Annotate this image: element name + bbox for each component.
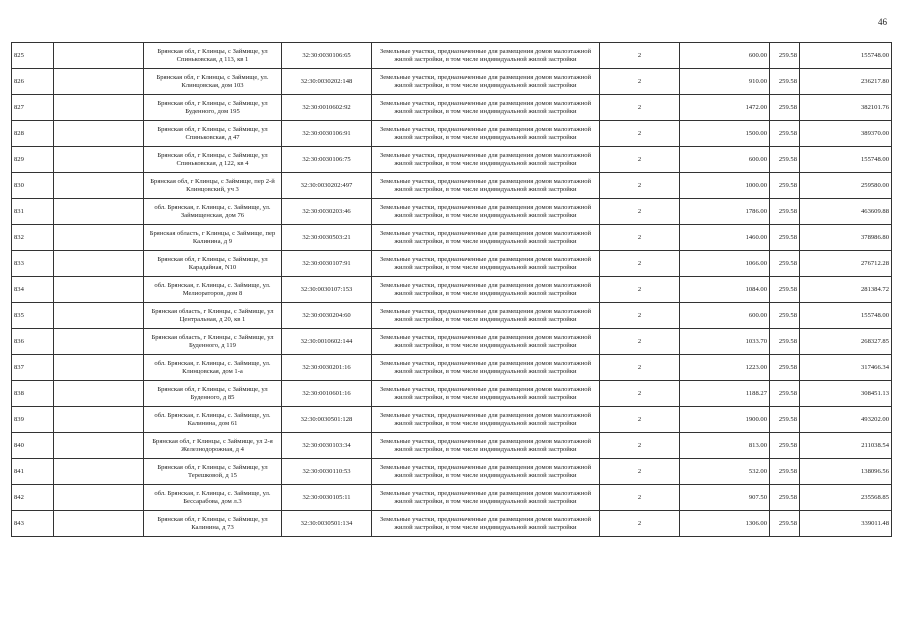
category-cell: 2 xyxy=(600,69,680,95)
cadastral-number-cell: 32:30:0030203:46 xyxy=(282,199,372,225)
area-cell: 1066.00 xyxy=(680,251,770,277)
column-gap xyxy=(54,511,144,537)
category-cell: 2 xyxy=(600,43,680,69)
table-row xyxy=(12,459,892,485)
category-cell: 2 xyxy=(600,147,680,173)
address-cell: Брянская область, г Клинцы, с Займище, ул Буденного, д 119 xyxy=(144,329,282,355)
address-cell: Брянская область, г Клинцы, с Займище, ул Центральная, д 20, кв 1 xyxy=(144,303,282,329)
area-cell: 600.00 xyxy=(680,43,770,69)
area-cell: 600.00 xyxy=(680,303,770,329)
column-gap xyxy=(54,121,144,147)
cadastral-number-cell: 32:30:0010601:16 xyxy=(282,381,372,407)
column-gap xyxy=(54,69,144,95)
table-row xyxy=(12,225,892,251)
rate-cell: 259.58 xyxy=(770,355,800,381)
land-use-cell: Земельные участки, предназначенные для размещения домов малоэтажной жилой застройки, в том числе индивидуальной жилой застройки xyxy=(372,485,600,511)
category-cell: 2 xyxy=(600,459,680,485)
table-row xyxy=(12,43,892,69)
rate-cell: 259.58 xyxy=(770,329,800,355)
rate-cell: 259.58 xyxy=(770,277,800,303)
cadastral-number-cell: 32:30:0030503:21 xyxy=(282,225,372,251)
category-cell: 2 xyxy=(600,407,680,433)
rate-cell: 259.58 xyxy=(770,69,800,95)
address-cell: Брянская обл, г Клинцы, с Займище, ул Буденного, дом 195 xyxy=(144,95,282,121)
rate-cell: 259.58 xyxy=(770,459,800,485)
address-cell: Брянская обл, г Клинцы, с Займище, ул Карадайная, N10 xyxy=(144,251,282,277)
address-cell: обл. Брянская, г. Клинцы, с. Займище, ул. Калинина, дом 61 xyxy=(144,407,282,433)
land-use-cell: Земельные участки, предназначенные для размещения домов малоэтажной жилой застройки, в том числе индивидуальной жилой застройки xyxy=(372,43,600,69)
area-cell: 1306.00 xyxy=(680,511,770,537)
land-use-cell: Земельные участки, предназначенные для размещения домов малоэтажной жилой застройки, в том числе индивидуальной жилой застройки xyxy=(372,303,600,329)
category-cell: 2 xyxy=(600,329,680,355)
area-cell: 910.00 xyxy=(680,69,770,95)
table-row xyxy=(12,407,892,433)
cadastral-value-cell: 155748.00 xyxy=(800,43,892,69)
row-number: 832 xyxy=(12,225,54,251)
cadastral-value-cell: 155748.00 xyxy=(800,303,892,329)
cadastral-value-cell: 493202.00 xyxy=(800,407,892,433)
rate-cell: 259.58 xyxy=(770,147,800,173)
category-cell: 2 xyxy=(600,95,680,121)
cadastral-number-cell: 32:30:0030106:91 xyxy=(282,121,372,147)
category-cell: 2 xyxy=(600,277,680,303)
table-row xyxy=(12,485,892,511)
cadastral-value-cell: 276712.28 xyxy=(800,251,892,277)
row-number: 825 xyxy=(12,43,54,69)
table-row xyxy=(12,95,892,121)
column-gap xyxy=(54,433,144,459)
cadastral-value-cell: 211038.54 xyxy=(800,433,892,459)
area-cell: 1472.00 xyxy=(680,95,770,121)
row-number: 834 xyxy=(12,277,54,303)
rate-cell: 259.58 xyxy=(770,485,800,511)
land-use-cell: Земельные участки, предназначенные для размещения домов малоэтажной жилой застройки, в том числе индивидуальной жилой застройки xyxy=(372,69,600,95)
rate-cell: 259.58 xyxy=(770,43,800,69)
rate-cell: 259.58 xyxy=(770,381,800,407)
cadastral-value-cell: 308451.13 xyxy=(800,381,892,407)
table-body xyxy=(12,43,892,537)
column-gap xyxy=(54,277,144,303)
rate-cell: 259.58 xyxy=(770,199,800,225)
table-row xyxy=(12,147,892,173)
address-cell: Брянская обл, г Клинцы, с Займище, пер 2-й Клинцовский, уч 3 xyxy=(144,173,282,199)
area-cell: 813.00 xyxy=(680,433,770,459)
land-use-cell: Земельные участки, предназначенные для размещения домов малоэтажной жилой застройки, в том числе индивидуальной жилой застройки xyxy=(372,95,600,121)
area-cell: 1500.00 xyxy=(680,121,770,147)
row-number: 841 xyxy=(12,459,54,485)
land-use-cell: Земельные участки, предназначенные для размещения домов малоэтажной жилой застройки, в том числе индивидуальной жилой застройки xyxy=(372,173,600,199)
cadastral-number-cell: 32:30:0030107:153 xyxy=(282,277,372,303)
column-gap xyxy=(54,485,144,511)
cadastral-number-cell: 32:30:0030501:128 xyxy=(282,407,372,433)
area-cell: 1033.70 xyxy=(680,329,770,355)
table-row xyxy=(12,303,892,329)
address-cell: Брянская обл, г Клинцы, с Займище, ул Спиньковская, д 113, кв 1 xyxy=(144,43,282,69)
column-gap xyxy=(54,251,144,277)
table-row xyxy=(12,173,892,199)
area-cell: 1900.00 xyxy=(680,407,770,433)
rate-cell: 259.58 xyxy=(770,303,800,329)
row-number: 843 xyxy=(12,511,54,537)
land-use-cell: Земельные участки, предназначенные для размещения домов малоэтажной жилой застройки, в том числе индивидуальной жилой застройки xyxy=(372,459,600,485)
address-cell: Брянская обл, г Клинцы, с Займище, ул Буденного, д 85 xyxy=(144,381,282,407)
cadastral-number-cell: 32:30:0030201:16 xyxy=(282,355,372,381)
column-gap xyxy=(54,381,144,407)
row-number: 826 xyxy=(12,69,54,95)
rate-cell: 259.58 xyxy=(770,173,800,199)
address-cell: Брянская обл, г Клинцы, с Займище, ул 2-я Железнодорожная, д 4 xyxy=(144,433,282,459)
cadastral-number-cell: 32:30:0030107:91 xyxy=(282,251,372,277)
category-cell: 2 xyxy=(600,485,680,511)
column-gap xyxy=(54,173,144,199)
rate-cell: 259.58 xyxy=(770,95,800,121)
row-number: 839 xyxy=(12,407,54,433)
category-cell: 2 xyxy=(600,355,680,381)
land-use-cell: Земельные участки, предназначенные для размещения домов малоэтажной жилой застройки, в том числе индивидуальной жилой застройки xyxy=(372,329,600,355)
category-cell: 2 xyxy=(600,121,680,147)
table-row xyxy=(12,381,892,407)
column-gap xyxy=(54,407,144,433)
area-cell: 1223.00 xyxy=(680,355,770,381)
cadastral-value-cell: 382101.76 xyxy=(800,95,892,121)
column-gap xyxy=(54,43,144,69)
address-cell: Брянская обл, г Клинцы, с Займище, ул Терешковой, д 15 xyxy=(144,459,282,485)
cadastral-number-cell: 32:30:0030103:34 xyxy=(282,433,372,459)
category-cell: 2 xyxy=(600,251,680,277)
land-use-cell: Земельные участки, предназначенные для размещения домов малоэтажной жилой застройки, в том числе индивидуальной жилой застройки xyxy=(372,355,600,381)
address-cell: Брянская обл, г Клинцы, с Займище, ул Спиньковская, д 122, кв 4 xyxy=(144,147,282,173)
address-cell: обл. Брянская, г. Клинцы, с. Займище, ул. Займищенская, дом 76 xyxy=(144,199,282,225)
cadastral-number-cell: 32:30:0030110:53 xyxy=(282,459,372,485)
row-number: 833 xyxy=(12,251,54,277)
table-row xyxy=(12,511,892,537)
cadastral-number-cell: 32:30:0010602:92 xyxy=(282,95,372,121)
cadastral-value-cell: 378986.80 xyxy=(800,225,892,251)
table-row xyxy=(12,433,892,459)
cadastral-value-cell: 259580.00 xyxy=(800,173,892,199)
land-use-cell: Земельные участки, предназначенные для размещения домов малоэтажной жилой застройки, в том числе индивидуальной жилой застройки xyxy=(372,199,600,225)
table-row xyxy=(12,121,892,147)
rate-cell: 259.58 xyxy=(770,407,800,433)
row-number: 840 xyxy=(12,433,54,459)
cadastral-value-cell: 155748.00 xyxy=(800,147,892,173)
table-row xyxy=(12,199,892,225)
row-number: 830 xyxy=(12,173,54,199)
area-cell: 532.00 xyxy=(680,459,770,485)
area-cell: 1786.00 xyxy=(680,199,770,225)
area-cell: 907.50 xyxy=(680,485,770,511)
category-cell: 2 xyxy=(600,511,680,537)
area-cell: 1460.00 xyxy=(680,225,770,251)
table-row xyxy=(12,355,892,381)
row-number: 831 xyxy=(12,199,54,225)
table-row xyxy=(12,251,892,277)
rate-cell: 259.58 xyxy=(770,433,800,459)
cadastral-number-cell: 32:30:0030204:60 xyxy=(282,303,372,329)
area-cell: 1188.27 xyxy=(680,381,770,407)
address-cell: обл. Брянская, г. Клинцы, с. Займище, ул. Бессарабова, дом л.3 xyxy=(144,485,282,511)
category-cell: 2 xyxy=(600,381,680,407)
land-use-cell: Земельные участки, предназначенные для размещения домов малоэтажной жилой застройки, в том числе индивидуальной жилой застройки xyxy=(372,121,600,147)
category-cell: 2 xyxy=(600,303,680,329)
cadastral-value-cell: 268327.85 xyxy=(800,329,892,355)
table-row xyxy=(12,277,892,303)
category-cell: 2 xyxy=(600,433,680,459)
cadastral-value-cell: 138096.56 xyxy=(800,459,892,485)
category-cell: 2 xyxy=(600,225,680,251)
row-number: 837 xyxy=(12,355,54,381)
cadastral-value-cell: 339011.48 xyxy=(800,511,892,537)
land-use-cell: Земельные участки, предназначенные для размещения домов малоэтажной жилой застройки, в том числе индивидуальной жилой застройки xyxy=(372,407,600,433)
cadastral-value-cell: 463609.88 xyxy=(800,199,892,225)
column-gap xyxy=(54,147,144,173)
address-cell: Брянская обл, г Клинцы, с Займище, ул. Клинцовская, дом 103 xyxy=(144,69,282,95)
cadastral-value-cell: 317466.34 xyxy=(800,355,892,381)
rate-cell: 259.58 xyxy=(770,121,800,147)
cadastral-number-cell: 32:30:0030106:65 xyxy=(282,43,372,69)
row-number: 838 xyxy=(12,381,54,407)
land-use-cell: Земельные участки, предназначенные для размещения домов малоэтажной жилой застройки, в том числе индивидуальной жилой застройки xyxy=(372,277,600,303)
cadastral-number-cell: 32:30:0030202:497 xyxy=(282,173,372,199)
cadastral-number-cell: 32:30:0030501:134 xyxy=(282,511,372,537)
land-use-cell: Земельные участки, предназначенные для размещения домов малоэтажной жилой застройки, в том числе индивидуальной жилой застройки xyxy=(372,381,600,407)
land-use-cell: Земельные участки, предназначенные для размещения домов малоэтажной жилой застройки, в том числе индивидуальной жилой застройки xyxy=(372,511,600,537)
cadastral-number-cell: 32:30:0030105:11 xyxy=(282,485,372,511)
cadastral-number-cell: 32:30:0030202:148 xyxy=(282,69,372,95)
column-gap xyxy=(54,199,144,225)
category-cell: 2 xyxy=(600,199,680,225)
address-cell: обл. Брянская, г. Клинцы, с. Займище, ул. Клинцовская, дом 1-а xyxy=(144,355,282,381)
address-cell: Брянская обл, г Клинцы, с Займище, ул Калинина, д 73 xyxy=(144,511,282,537)
column-gap xyxy=(54,303,144,329)
row-number: 829 xyxy=(12,147,54,173)
row-number: 836 xyxy=(12,329,54,355)
table-row xyxy=(12,69,892,95)
area-cell: 1000.00 xyxy=(680,173,770,199)
rate-cell: 259.58 xyxy=(770,225,800,251)
land-use-cell: Земельные участки, предназначенные для размещения домов малоэтажной жилой застройки, в том числе индивидуальной жилой застройки xyxy=(372,251,600,277)
cadastral-value-cell: 235568.85 xyxy=(800,485,892,511)
cadastral-number-cell: 32:30:0010602:144 xyxy=(282,329,372,355)
row-number: 842 xyxy=(12,485,54,511)
land-use-cell: Земельные участки, предназначенные для размещения домов малоэтажной жилой застройки, в том числе индивидуальной жилой застройки xyxy=(372,433,600,459)
page-number: 46 xyxy=(878,17,887,27)
column-gap xyxy=(54,95,144,121)
cadastral-number-cell: 32:30:0030106:75 xyxy=(282,147,372,173)
land-use-cell: Земельные участки, предназначенные для размещения домов малоэтажной жилой застройки, в том числе индивидуальной жилой застройки xyxy=(372,147,600,173)
land-register-table xyxy=(11,42,892,537)
address-cell: Брянская область, г Клинцы, с Займище, пер Калинина, д 9 xyxy=(144,225,282,251)
address-cell: обл. Брянская, г. Клинцы, с. Займище, ул. Мелиораторов, дом 8 xyxy=(144,277,282,303)
column-gap xyxy=(54,459,144,485)
row-number: 827 xyxy=(12,95,54,121)
land-use-cell: Земельные участки, предназначенные для размещения домов малоэтажной жилой застройки, в том числе индивидуальной жилой застройки xyxy=(372,225,600,251)
column-gap xyxy=(54,329,144,355)
area-cell: 1084.00 xyxy=(680,277,770,303)
column-gap xyxy=(54,225,144,251)
rate-cell: 259.58 xyxy=(770,251,800,277)
cadastral-value-cell: 389370.00 xyxy=(800,121,892,147)
cadastral-value-cell: 281384.72 xyxy=(800,277,892,303)
column-gap xyxy=(54,355,144,381)
row-number: 828 xyxy=(12,121,54,147)
table-row xyxy=(12,329,892,355)
cadastral-value-cell: 236217.80 xyxy=(800,69,892,95)
category-cell: 2 xyxy=(600,173,680,199)
row-number: 835 xyxy=(12,303,54,329)
area-cell: 600.00 xyxy=(680,147,770,173)
rate-cell: 259.58 xyxy=(770,511,800,537)
address-cell: Брянская обл, г Клинцы, с Займище, ул Спиньковская, д 47 xyxy=(144,121,282,147)
